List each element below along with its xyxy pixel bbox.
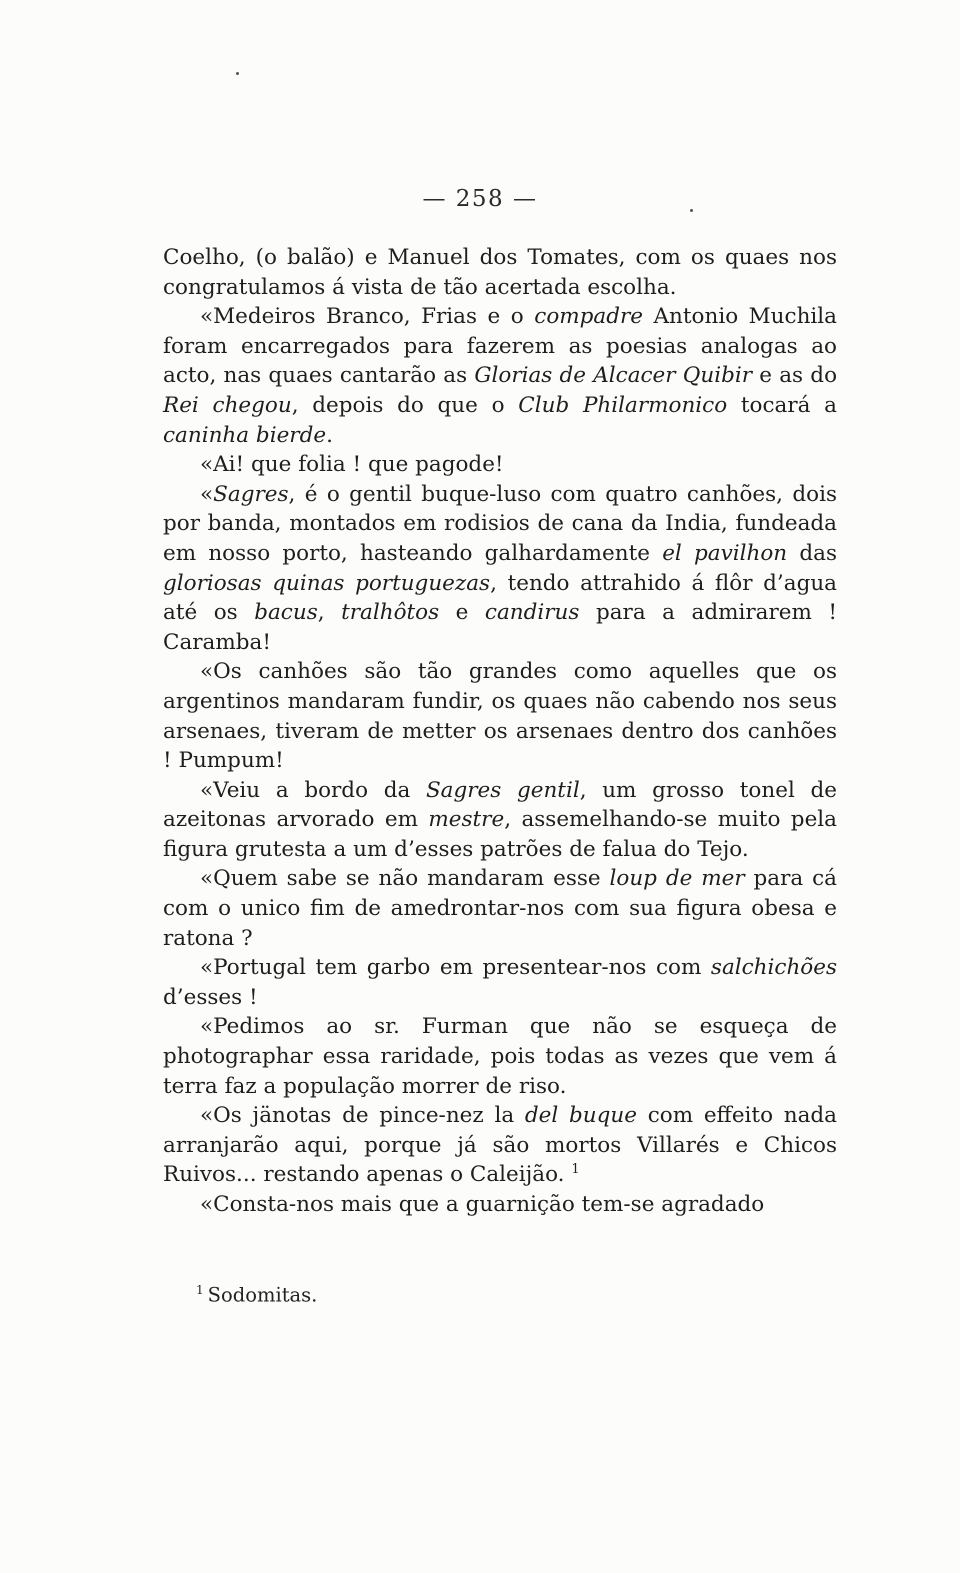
paragraph <box>163 1012 837 1101</box>
text-segment: com effeito nada arranjarão aqui, porque já são mortos Villarés e Chicos Ruivos... restando apenas o Caleijão. <box>163 1103 838 1188</box>
paragraph <box>163 243 837 302</box>
italic-text-segment: tralhôtos <box>341 600 440 626</box>
text-segment: , um grosso tonel de azeitonas arvorado em <box>163 777 837 833</box>
text-segment: . <box>326 422 333 448</box>
text-segment: « <box>200 481 214 507</box>
footnote-reference: 1 <box>571 1162 580 1178</box>
footnote-text: Sodomitas. <box>207 1283 318 1307</box>
text-segment: , tendo attrahido á flôr d’agua até os <box>163 570 837 626</box>
page-number-header: — 258 — <box>422 186 538 212</box>
text-segment: «Quem sabe se não mandaram esse <box>200 866 610 892</box>
italic-text-segment: caninha bierde <box>163 422 327 448</box>
italic-text-segment: mestre <box>428 807 505 833</box>
text-segment: «Veiu a bordo da <box>200 777 426 803</box>
paragraph <box>163 450 837 480</box>
italic-text-segment: candirus <box>484 600 580 626</box>
text-segment: Antonio Muchila foram encarregados para fazerem as poesias analogas ao acto, nas quaes cantarão as <box>163 304 837 389</box>
paragraph <box>163 480 837 658</box>
footnote-marker: 1 <box>196 1283 204 1297</box>
text-segment: , assemelhando-se muito pela figura grutesta a um d’esses patrões de falua do Tejo. <box>163 807 837 862</box>
text-segment: para cá com o unico fim de amedrontar-nos com sua figura obesa e ratona ? <box>163 866 837 951</box>
paragraph <box>163 1101 837 1190</box>
paragraph <box>163 953 837 1012</box>
text-segment: «Os canhões são tão grandes como aquelles que os argentinos mandaram fundir, os quaes não cabendo nos seus arsenaes, tiveram de metter os arsenaes dentro dos canhões ! Pumpum! <box>163 659 837 774</box>
italic-text-segment: Glorias de Alcacer Quibir <box>474 363 753 389</box>
paragraph <box>163 1190 837 1220</box>
text-segment: «Consta-nos mais que a guarnição tem-se agradado <box>200 1192 765 1217</box>
text-segment: «Os jänotas de pince-nez la <box>200 1103 525 1129</box>
text-segment: d’esses ! <box>163 984 258 1010</box>
paragraph <box>163 657 837 775</box>
italic-text-segment: el pavilhon <box>662 540 788 566</box>
italic-text-segment: bacus <box>254 600 318 626</box>
text-segment: , é o gentil buque-luso com quatro canhões, dois por banda, montados em rodisios de cana da India, fundeada em nosso porto, hasteando galhardamente <box>163 481 837 566</box>
text-segment: «Portugal tem garbo em presentear-nos com <box>200 955 711 981</box>
paragraph <box>163 776 837 865</box>
text-segment: para a admirarem ! Caramba! <box>163 600 838 655</box>
italic-text-segment: gloriosas quinas portuguezas <box>163 570 491 596</box>
paragraph <box>163 864 837 953</box>
text-segment: das <box>787 540 837 566</box>
text-segment: Coelho, (o balão) e Manuel dos Tomates, com os quaes nos congratulamos á vista de tão acertada escolha. <box>163 245 837 300</box>
italic-text-segment: Club Philarmonico <box>518 392 728 418</box>
italic-text-segment: compadre <box>534 304 643 330</box>
text-segment: e <box>439 600 485 626</box>
text-segment: «Pedimos ao sr. Furman que não se esqueça de photographar essa raridade, pois todas as vezes que vem á terra faz a população morrer de riso. <box>163 1014 837 1099</box>
scan-artifact-dot <box>236 72 239 75</box>
text-segment: e as do <box>752 363 838 389</box>
text-segment: «Ai! que folia ! que pagode! <box>200 452 504 478</box>
page-body <box>163 243 837 1220</box>
text-segment: «Medeiros Branco, Frias e o <box>200 304 535 330</box>
text-segment: , depois do que o <box>291 392 519 418</box>
italic-text-segment: Rei chegou <box>163 392 292 418</box>
footnote <box>196 1283 317 1307</box>
italic-text-segment: Sagres gentil <box>425 777 580 803</box>
text-segment: tocará a <box>727 392 837 418</box>
italic-text-segment: loup de mer <box>609 866 745 892</box>
italic-text-segment: del buque <box>524 1103 637 1129</box>
text-segment: , <box>317 600 342 626</box>
italic-text-segment: salchichões <box>710 955 837 981</box>
paragraph <box>163 302 837 450</box>
italic-text-segment: Sagres <box>213 481 289 507</box>
